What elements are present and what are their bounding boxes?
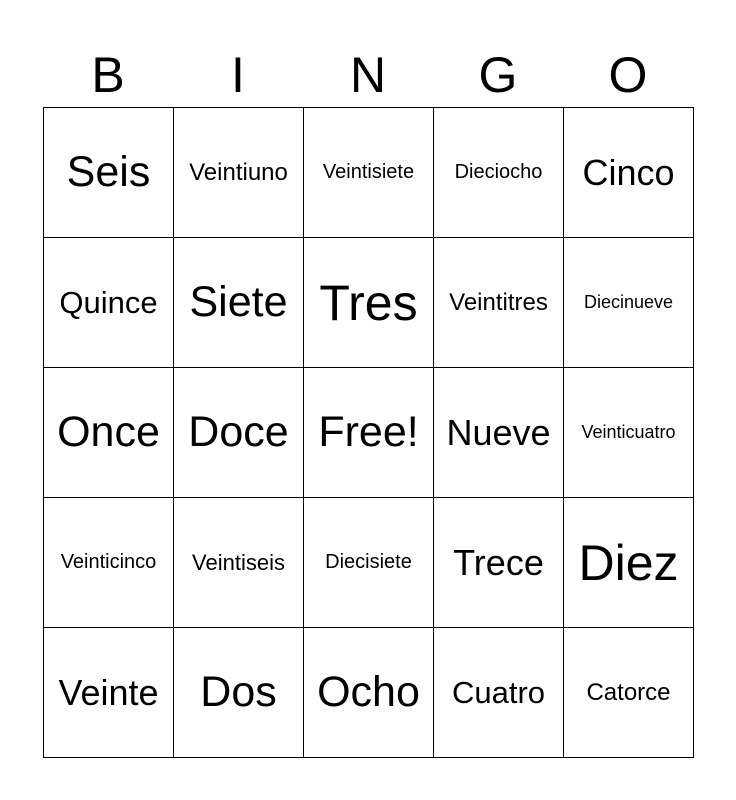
bingo-cell[interactable]: Veintiseis: [174, 498, 304, 628]
bingo-cell[interactable]: Diecinueve: [564, 238, 694, 368]
bingo-cell[interactable]: Seis: [44, 108, 174, 238]
bingo-cell[interactable]: Dieciocho: [434, 108, 564, 238]
header-letter-i: I: [231, 47, 245, 103]
bingo-cell[interactable]: Veintisiete: [304, 108, 434, 238]
header-letter-b: B: [91, 47, 125, 103]
bingo-cell[interactable]: Cinco: [564, 108, 694, 238]
bingo-card-grid: [43, 107, 694, 758]
bingo-cell[interactable]: Veintiuno: [174, 108, 304, 238]
bingo-cell[interactable]: Once: [44, 368, 174, 498]
bingo-cell[interactable]: Diez: [564, 498, 694, 628]
bingo-cell[interactable]: Cuatro: [434, 628, 564, 758]
header-letter-n: N: [349, 47, 387, 103]
bingo-cell[interactable]: Tres: [304, 238, 434, 368]
bingo-cell[interactable]: Veinticuatro: [564, 368, 694, 498]
bingo-cell[interactable]: Diecisiete: [304, 498, 434, 628]
bingo-cell[interactable]: Siete: [174, 238, 304, 368]
bingo-cell[interactable]: Dos: [174, 628, 304, 758]
bingo-cell[interactable]: Catorce: [564, 628, 694, 758]
bingo-cell[interactable]: Doce: [174, 368, 304, 498]
bingo-cell[interactable]: Trece: [434, 498, 564, 628]
bingo-free-space[interactable]: Free!: [304, 368, 434, 498]
header-letter-o: O: [608, 47, 648, 103]
bingo-cell[interactable]: Quince: [44, 238, 174, 368]
bingo-cell[interactable]: Veintitres: [434, 238, 564, 368]
bingo-header: [43, 44, 693, 106]
header-letter-g: G: [478, 47, 518, 103]
bingo-cell[interactable]: Veinticinco: [44, 498, 174, 628]
bingo-cell[interactable]: Veinte: [44, 628, 174, 758]
bingo-cell[interactable]: Ocho: [304, 628, 434, 758]
bingo-cell[interactable]: Nueve: [434, 368, 564, 498]
